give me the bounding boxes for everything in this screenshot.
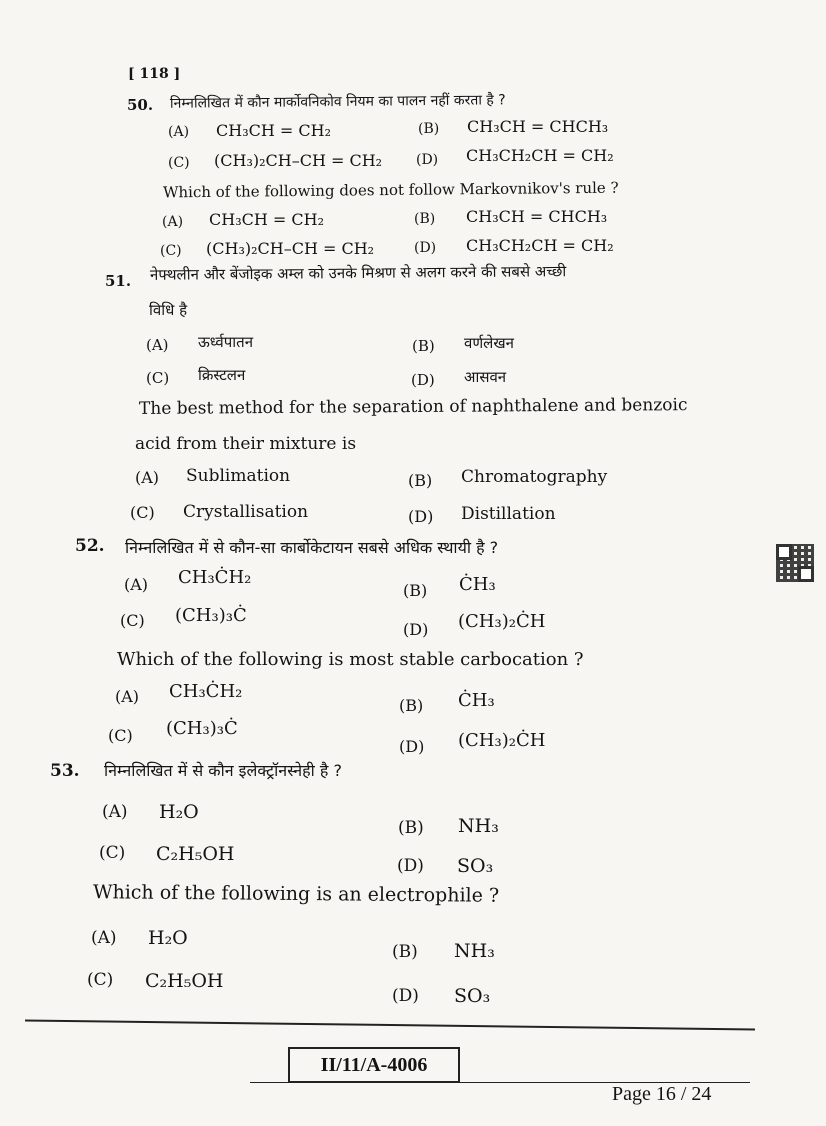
qr-code-icon xyxy=(776,544,814,582)
paper-code: II/11/A-4006 xyxy=(320,1053,428,1076)
q50-en-opt-a-label: (A) xyxy=(162,214,184,230)
q51-hi-opt-d: आसवन xyxy=(464,368,507,386)
q51-hi-opt-b: वर्णलेखन xyxy=(464,334,514,352)
q50-hi-opt-b-label: (B) xyxy=(418,121,440,137)
q52-en-opt-a: CH₃ĊH₂ xyxy=(169,681,243,702)
q50-en-opt-c: (CH₃)₂CH–CH = CH₂ xyxy=(206,239,375,258)
q50-en-opt-b: CH₃CH = CHCH₃ xyxy=(466,207,608,226)
q53-hi-opt-b: NH₃ xyxy=(458,815,499,837)
q50-hi-opt-d-label: (D) xyxy=(416,152,439,168)
q53-number: 53. xyxy=(50,761,80,781)
q51-hi-opt-d-label: (D) xyxy=(411,371,435,389)
q50-hi-opt-b: CH₃CH = CHCH₃ xyxy=(467,117,609,136)
q53-hi-opt-c-label: (C) xyxy=(99,843,126,863)
q53-en-opt-c: C₂H₅OH xyxy=(145,970,224,992)
q52-hi-opt-a-label: (A) xyxy=(124,575,149,594)
q51-en-opt-b: Chromatography xyxy=(461,467,608,487)
q53-en-opt-c-label: (C) xyxy=(87,970,114,990)
q52-number: 52. xyxy=(75,536,105,556)
q51-en-opt-a-label: (A) xyxy=(135,468,160,487)
q51-hi-opt-c: क्रिस्टलन xyxy=(198,366,246,384)
q51-english-question-line2: acid from their mixture is xyxy=(135,434,357,454)
q52-hindi-question: निम्नलिखित में से कौन-सा कार्बोकेटायन सबसे अधिक स्थायी है ? xyxy=(125,538,499,557)
footer-rule-top xyxy=(25,1020,755,1031)
q51-english-question-line1: The best method for the separation of naphthalene and benzoic xyxy=(138,395,688,419)
q51-hi-opt-a-label: (A) xyxy=(146,336,169,354)
q52-en-opt-d: (CH₃)₂ĊH xyxy=(458,730,546,751)
q53-en-opt-d-label: (D) xyxy=(392,986,419,1006)
q50-en-opt-a: CH₃CH = CH₂ xyxy=(209,210,324,229)
q50-hi-opt-a: CH₃CH = CH₂ xyxy=(216,121,331,140)
q52-hi-opt-a: CH₃ĊH₂ xyxy=(178,567,252,588)
q52-hi-opt-d-label: (D) xyxy=(403,620,429,639)
q50-hi-opt-d: CH₃CH₂CH = CH₂ xyxy=(466,146,614,165)
q52-en-opt-c-label: (C) xyxy=(108,726,133,745)
q51-hi-opt-c-label: (C) xyxy=(146,369,170,387)
q50-en-opt-d: CH₃CH₂CH = CH₂ xyxy=(466,236,614,255)
q50-en-opt-d-label: (D) xyxy=(414,240,437,256)
q53-en-opt-a: H₂O xyxy=(148,927,188,949)
q51-number: 51. xyxy=(105,272,132,290)
q51-hindi-question-line1: नेफ्थलीन और बेंजोइक अम्ल को उनके मिश्रण से अलग करने की सबसे अच्छी xyxy=(149,262,567,284)
q51-en-opt-b-label: (B) xyxy=(408,471,433,490)
q52-en-opt-c: (CH₃)₃Ċ xyxy=(166,718,238,739)
q53-hi-opt-d-label: (D) xyxy=(397,856,424,876)
q51-hi-opt-a: ऊर्ध्वपातन xyxy=(198,333,254,351)
q53-en-opt-b-label: (B) xyxy=(392,942,418,962)
q53-english-question: Which of the following is an electrophile ? xyxy=(92,881,500,907)
q50-english-question: Which of the following does not follow Markovnikov's rule ? xyxy=(162,178,619,202)
q52-en-opt-a-label: (A) xyxy=(115,687,140,706)
q51-en-opt-a: Sublimation xyxy=(186,466,291,486)
q50-number: 50. xyxy=(127,96,154,114)
q50-hindi-question: निम्नलिखित में कौन मार्कोवनिकोव नियम का पालन नहीं करता है ? xyxy=(169,92,506,112)
q51-hi-opt-b-label: (B) xyxy=(412,337,435,355)
q53-hi-opt-b-label: (B) xyxy=(398,818,424,838)
q52-english-question: Which of the following is most stable carbocation ? xyxy=(117,649,584,670)
q52-en-opt-b: ĊH₃ xyxy=(458,690,495,711)
q52-hi-opt-b-label: (B) xyxy=(403,581,428,600)
q51-en-opt-c: Crystallisation xyxy=(183,502,309,522)
q52-en-opt-b-label: (B) xyxy=(399,696,424,715)
q53-hindi-question: निम्नलिखित में से कौन इलेक्ट्रॉनस्नेही है ? xyxy=(104,761,342,780)
q53-hi-opt-d: SO₃ xyxy=(457,855,494,877)
q53-hi-opt-c: C₂H₅OH xyxy=(156,843,235,865)
q51-en-opt-d: Distillation xyxy=(461,504,556,524)
q52-hi-opt-b: ĊH₃ xyxy=(459,574,496,595)
page-marker: [ 118 ] xyxy=(128,66,181,82)
paper-code-box xyxy=(288,1047,460,1083)
q50-hi-opt-c-label: (C) xyxy=(168,155,190,171)
page-number: Page 16 / 24 xyxy=(612,1083,712,1105)
q50-hi-opt-c: (CH₃)₂CH–CH = CH₂ xyxy=(214,151,383,170)
q50-en-opt-b-label: (B) xyxy=(414,211,436,227)
q53-en-opt-a-label: (A) xyxy=(91,928,117,948)
q51-en-opt-d-label: (D) xyxy=(408,507,434,526)
q52-hi-opt-c-label: (C) xyxy=(120,611,145,630)
q53-en-opt-b: NH₃ xyxy=(454,940,495,962)
q52-hi-opt-d: (CH₃)₂ĊH xyxy=(458,611,546,632)
q52-en-opt-d-label: (D) xyxy=(399,737,425,756)
q53-hi-opt-a: H₂O xyxy=(159,801,199,823)
q52-hi-opt-c: (CH₃)₃Ċ xyxy=(175,605,247,626)
q53-en-opt-d: SO₃ xyxy=(454,985,491,1007)
q50-hi-opt-a-label: (A) xyxy=(168,124,190,140)
q50-en-opt-c-label: (C) xyxy=(160,243,182,259)
q53-hi-opt-a-label: (A) xyxy=(102,802,128,822)
q51-hindi-question-line2: विधि है xyxy=(149,301,188,319)
q51-en-opt-c-label: (C) xyxy=(130,503,155,522)
